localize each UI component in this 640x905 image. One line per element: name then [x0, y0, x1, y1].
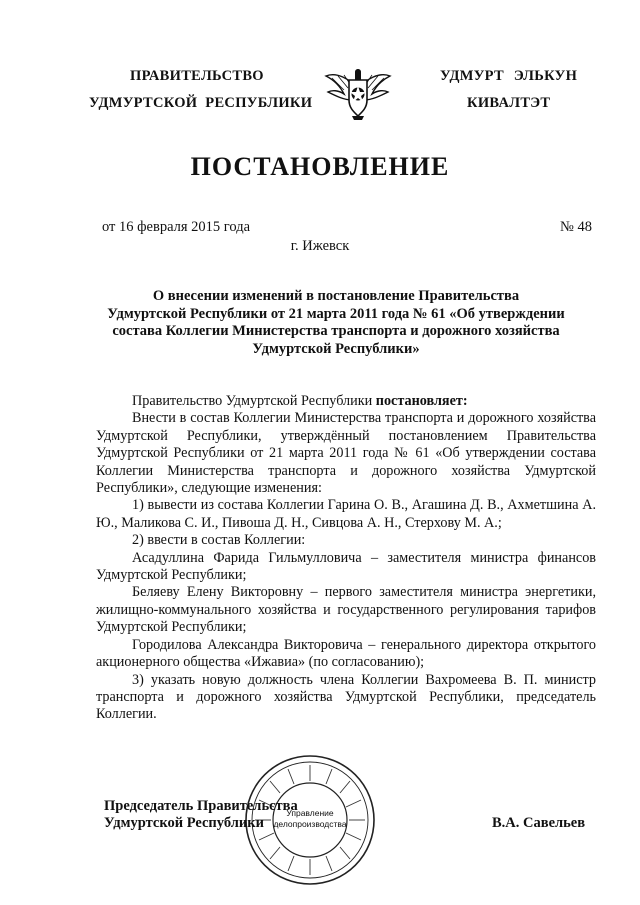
- stamp-line2: делопроизводства: [273, 819, 347, 829]
- signatory-position-line2: Удмуртской Республики: [104, 815, 264, 831]
- document-number: № 48: [560, 219, 592, 235]
- document-date: от 16 февраля 2015 года: [102, 219, 251, 235]
- header-left-line1: ПРАВИТЕЛЬСТВО: [130, 68, 264, 84]
- header-left-line2: УДМУРТСКОЙ РЕСПУБЛИКИ: [89, 95, 313, 111]
- body-intro: [96, 393, 596, 410]
- intro-verb: постановляет:: [375, 393, 468, 409]
- subject-line: Удмуртской Республики»: [252, 340, 420, 357]
- document-subject: [96, 288, 576, 358]
- signatory-name: В.А. Савельев: [492, 815, 586, 831]
- body-paragraph: 2) ввести в состав Коллегии:: [132, 532, 306, 549]
- body-paragraph: Асадуллина Фарида Гильмулловича – заместителя министра финансов Удмуртской Республики;: [96, 549, 596, 584]
- subject-line: состава Коллегии Министерства транспорта и дорожного хозяйства: [112, 323, 560, 339]
- header-right-line2: КИВАЛТЭТ: [467, 95, 551, 111]
- header-right-line1: УДМУРТ ЭЛЬКУН: [440, 68, 578, 84]
- coat-of-arms-emblem: [322, 60, 394, 124]
- document-city: г. Ижевск: [290, 238, 350, 254]
- subject-line: Удмуртской Республики от 21 марта 2011 года № 61 «Об утверждении: [107, 305, 565, 322]
- stamp-line1: Управление: [286, 808, 334, 818]
- subject-line: О внесении изменений в постановление Правительства: [152, 288, 520, 304]
- body-paragraph: Внести в состав Коллегии Министерства транспорта и дорожного хозяйства Удмуртской Республики, утверждённый постановлением Правительства Удмуртской Республики от 21 марта 2011 года № 61 «Об утверждении состава Коллегии Министерства транспорта и дорожного хозяйства Удмуртской Республики», следующие изменения:: [96, 410, 596, 497]
- signatory-position-line1: Председатель Правительства: [104, 798, 298, 814]
- body-paragraph: Беляеву Елену Викторовну – первого заместителя министра энергетики, жилищно-коммунального хозяйства и государственного регулирования тарифов Удмуртской Республики;: [96, 584, 596, 636]
- document-type-title: ПОСТАНОВЛЕНИЕ: [190, 152, 450, 181]
- document-body: [96, 393, 596, 724]
- intro-text: Правительство Удмуртской Республики: [132, 393, 376, 409]
- body-paragraph: 1) вывести из состава Коллегии Гарина О. В., Агашина Д. В., Ахметшина А. Ю., Маликова С. И., Пивоша Д. Н., Сивцова А. Н., Стерхову М. А.;: [96, 497, 596, 531]
- body-paragraph: 3) указать новую должность члена Коллегии Вахромеева В. П. министр транспорта и дорожного хозяйства Удмуртской Республики, председатель Коллегии.: [96, 671, 596, 723]
- body-paragraph: Городилова Александра Викторовича – генерального директора открытого акционерного общества «Ижавиа» (по согласованию);: [96, 636, 596, 671]
